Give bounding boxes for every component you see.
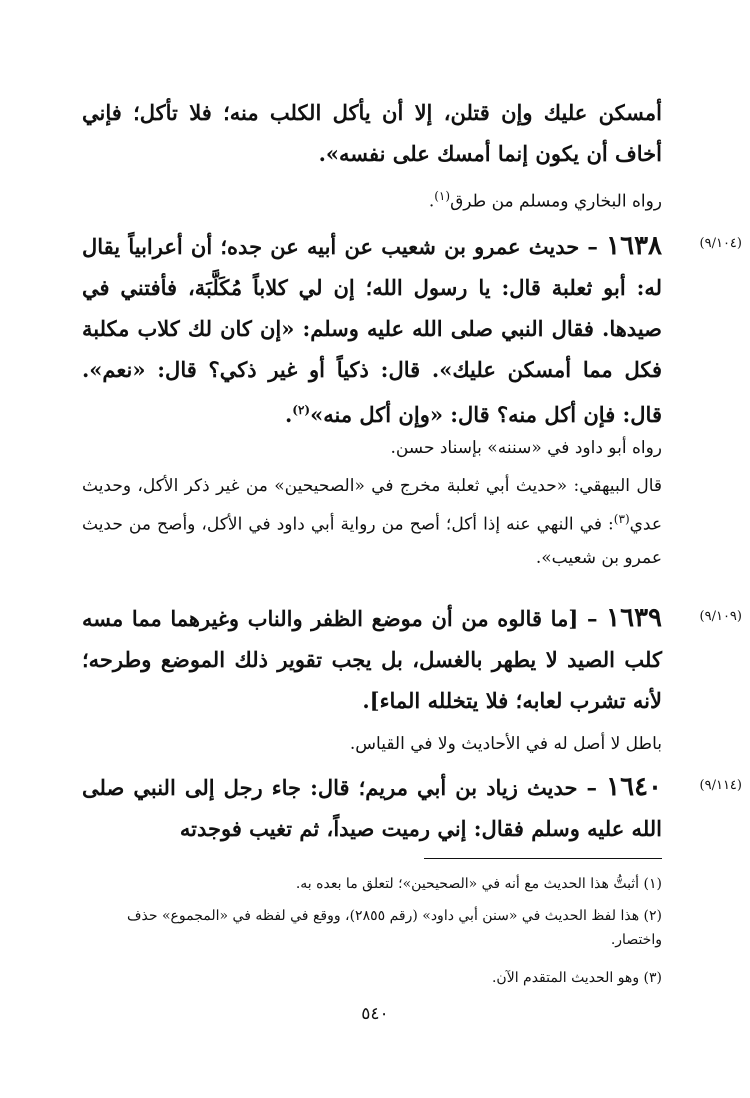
- intro-source: رواه البخاري ومسلم من طرق$^{(١)}$.: [428, 189, 662, 212]
- intro-text: أمسكن عليك وإن قتلن، إلا أن يأكل الكلب منه؛ فلا تأكل؛ فإني أخاف أن يكون إنما أمسك على نفسه».: [82, 100, 662, 166]
- footnote-1: (١) أثبتُّ هذا الحديث مع أنه في «الصحيحين»؛ لتعلق ما بعده به.: [295, 876, 662, 892]
- footnote-2: (٢) هذا لفظ الحديث في «سنن أبي داود» (رقم ٢٨٥٥)، ووقع في لفظه في «المجموع» حذف واختصار.: [127, 908, 662, 948]
- footnote-ref: (١): [434, 189, 451, 203]
- volume-page-ref: (٩/١١٤): [699, 778, 742, 793]
- hadith-number: ١٦٤٠: [606, 772, 662, 802]
- hadith-1639-note: باطل لا أصل له في الأحاديث ولا في القياس.: [349, 734, 662, 754]
- hadith-1638: ١٦٣٨ – حديث عمرو بن شعيب عن أبيه عن جده؛ أن أعرابياً يقال له: أبو ثعلبة قال: يا رسول الله؛ إن لي كلاباً مُكَلَّبَة، فأفتني في صيدها. فقال النبي صلى الله عليه وسلم: «إن كان لك كلاب مكلبة فكل مما أمسكن عليك». قال: ذكياً أو غير ذكي؟ قال: «نعم». قال: فإن أكل منه؟ قال: «وإن أكل منه»$^{(٢)}$.: [82, 231, 663, 427]
- hadith-1639: ١٦٣٩ – [ما قالوه من أن موضع الظفر والناب وغيرهما مما مسه كلب الصيد لا يطهر بالغسل، بل يجب تقوير ذلك الموضع وطرحه؛ لأنه تشرب لعابه؛ فلا يتخلله الماء].: [82, 603, 662, 713]
- page-number: ٥٤٠: [361, 1004, 389, 1024]
- footnote-ref: (٢): [292, 403, 311, 417]
- hadith-number: ١٦٣٨: [606, 231, 663, 261]
- volume-page-ref: (٩/١٠٩): [699, 609, 742, 624]
- volume-page-ref: (٩/١٠٤): [699, 236, 742, 251]
- footnote-divider: [424, 858, 662, 859]
- footnote-3: (٣) وهو الحديث المتقدم الآن.: [491, 970, 662, 986]
- hadith-number: ١٦٣٩: [606, 603, 662, 633]
- footnote-ref: (٣): [613, 512, 630, 526]
- hadith-1640: ١٦٤٠ – حديث زياد بن أبي مريم؛ قال: جاء رجل إلى النبي صلى الله عليه وسلم فقال: إني رميت صيداً، ثم تغيب فوجدته: [82, 772, 662, 841]
- hadith-1638-note-1: رواه أبو داود في «سننه» بإسناد حسن.: [390, 438, 662, 458]
- hadith-1638-note-2: قال البيهقي: «حديث أبي ثعلبة مخرج في «الصحيحين» من غير ذكر الأكل، وحديث عدي$^{(٣)}$: في النهي عنه إذا أكل؛ أصح من رواية أبي داود في الأكل، وأصح من حديث عمرو بن شعيب».: [82, 476, 662, 568]
